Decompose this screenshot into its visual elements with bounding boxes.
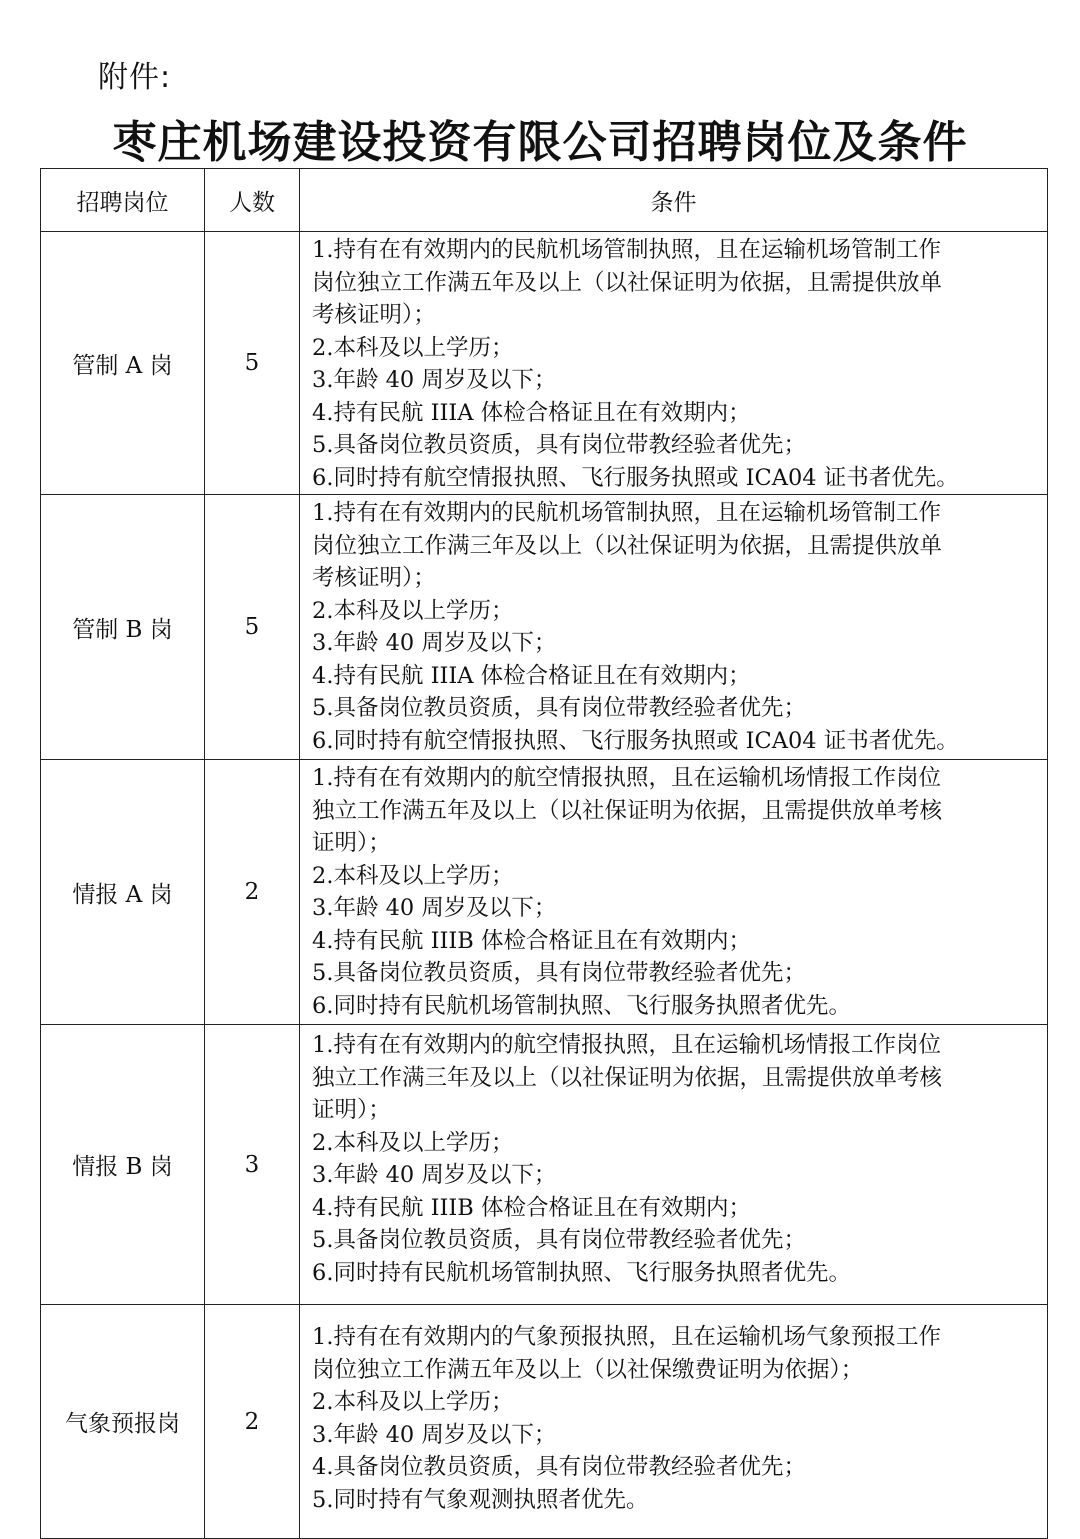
condition-line: 证明）； (312, 830, 391, 856)
document-title: 枣庄机场建设投资有限公司招聘岗位及条件 (112, 117, 968, 168)
conditions-cell (300, 760, 1048, 1025)
condition-line: 5.同时持有气象观测执照者优先。 (312, 1486, 649, 1513)
condition-line: 5.具备岗位教员资质，具有岗位带教经验者优先； (312, 695, 806, 721)
column-header-conditions: 条件 (300, 169, 1048, 232)
condition-line: 2.本科及以上学历； (312, 1129, 514, 1156)
condition-line: 3.年龄 40 周岁及以下； (312, 895, 557, 921)
condition-line: 4.持有民航 IIIB 体检合格证且在有效期内； (312, 1194, 751, 1221)
condition-line: 5.具备岗位教员资质，具有岗位带教经验者优先； (312, 1227, 806, 1253)
condition-line: 岗位独立工作满五年及以上（以社保缴费证明为依据）； (312, 1356, 864, 1383)
condition-line: 3.年龄 40 周岁及以下； (312, 630, 557, 656)
table-row (41, 760, 1048, 1025)
table-row (41, 495, 1048, 760)
position-cell: 管制 A 岗 (41, 232, 205, 495)
condition-line: 1.持有在有效期内的航空情报执照，且在运输机场情报工作岗位 (312, 765, 941, 791)
condition-line: 4.持有民航 IIIA 体检合格证且在有效期内； (312, 399, 751, 426)
condition-line: 独立工作满五年及以上（以社保证明为依据，且需提供放单考核 (312, 797, 943, 824)
condition-line: 1.持有在有效期内的民航机场管制执照，且在运输机场管制工作 (312, 237, 941, 263)
condition-line: 2.本科及以上学历； (312, 862, 514, 889)
table-row (41, 1025, 1048, 1305)
condition-line: 4.持有民航 IIIB 体检合格证且在有效期内； (312, 927, 751, 954)
recruitment-table (40, 168, 1048, 1539)
condition-line: 3.年龄 40 周岁及以下； (312, 1162, 557, 1188)
column-header-count: 人数 (205, 169, 300, 232)
position-cell: 情报 B 岗 (41, 1025, 205, 1305)
count-cell: 2 (205, 1305, 300, 1539)
condition-line: 4.持有民航 IIIA 体检合格证且在有效期内； (312, 662, 751, 689)
condition-line: 考核证明）； (312, 302, 436, 328)
attachment-label: 附件: (98, 60, 172, 95)
condition-line: 1.持有在有效期内的民航机场管制执照，且在运输机场管制工作 (312, 500, 941, 526)
condition-line: 3.年龄 40 周岁及以下； (312, 367, 557, 393)
condition-line: 证明）； (312, 1097, 391, 1123)
condition-line: 1.持有在有效期内的航空情报执照，且在运输机场情报工作岗位 (312, 1032, 941, 1058)
condition-line: 4.具备岗位教员资质，具有岗位带教经验者优先； (312, 1454, 806, 1480)
position-cell: 管制 B 岗 (41, 495, 205, 760)
condition-line: 5.具备岗位教员资质，具有岗位带教经验者优先； (312, 960, 806, 986)
position-cell: 气象预报岗 (41, 1305, 205, 1539)
condition-line: 考核证明）； (312, 565, 436, 591)
conditions-cell (300, 1025, 1048, 1305)
conditions-cell (300, 495, 1048, 760)
condition-line: 1.持有在有效期内的气象预报执照，且在运输机场气象预报工作 (312, 1324, 941, 1350)
condition-line: 岗位独立工作满五年及以上（以社保证明为依据，且需提供放单 (312, 269, 943, 296)
conditions-cell (300, 232, 1048, 495)
condition-line: 6.同时持有民航机场管制执照、飞行服务执照者优先。 (312, 1259, 851, 1286)
condition-line: 独立工作满三年及以上（以社保证明为依据，且需提供放单考核 (312, 1064, 943, 1091)
table-row (41, 232, 1048, 495)
condition-line: 5.具备岗位教员资质，具有岗位带教经验者优先； (312, 432, 806, 458)
count-cell: 5 (205, 232, 300, 495)
count-cell: 2 (205, 760, 300, 1025)
condition-line: 岗位独立工作满三年及以上（以社保证明为依据，且需提供放单 (312, 532, 943, 559)
count-cell: 5 (205, 495, 300, 760)
condition-line: 2.本科及以上学历； (312, 334, 514, 361)
conditions-cell (300, 1305, 1048, 1539)
position-cell: 情报 A 岗 (41, 760, 205, 1025)
count-cell: 3 (205, 1025, 300, 1305)
condition-line: 3.年龄 40 周岁及以下； (312, 1421, 557, 1448)
condition-line: 2.本科及以上学历； (312, 597, 514, 624)
condition-line: 6.同时持有民航机场管制执照、飞行服务执照者优先。 (312, 992, 851, 1019)
table-row (41, 1305, 1048, 1539)
table-header-row (41, 169, 1048, 232)
column-header-position: 招聘岗位 (41, 169, 205, 232)
condition-line: 6.同时持有航空情报执照、飞行服务执照或 ICA04 证书者优先。 (312, 727, 959, 754)
condition-line: 6.同时持有航空情报执照、飞行服务执照或 ICA04 证书者优先。 (312, 464, 959, 491)
condition-line: 2.本科及以上学历； (312, 1389, 514, 1415)
